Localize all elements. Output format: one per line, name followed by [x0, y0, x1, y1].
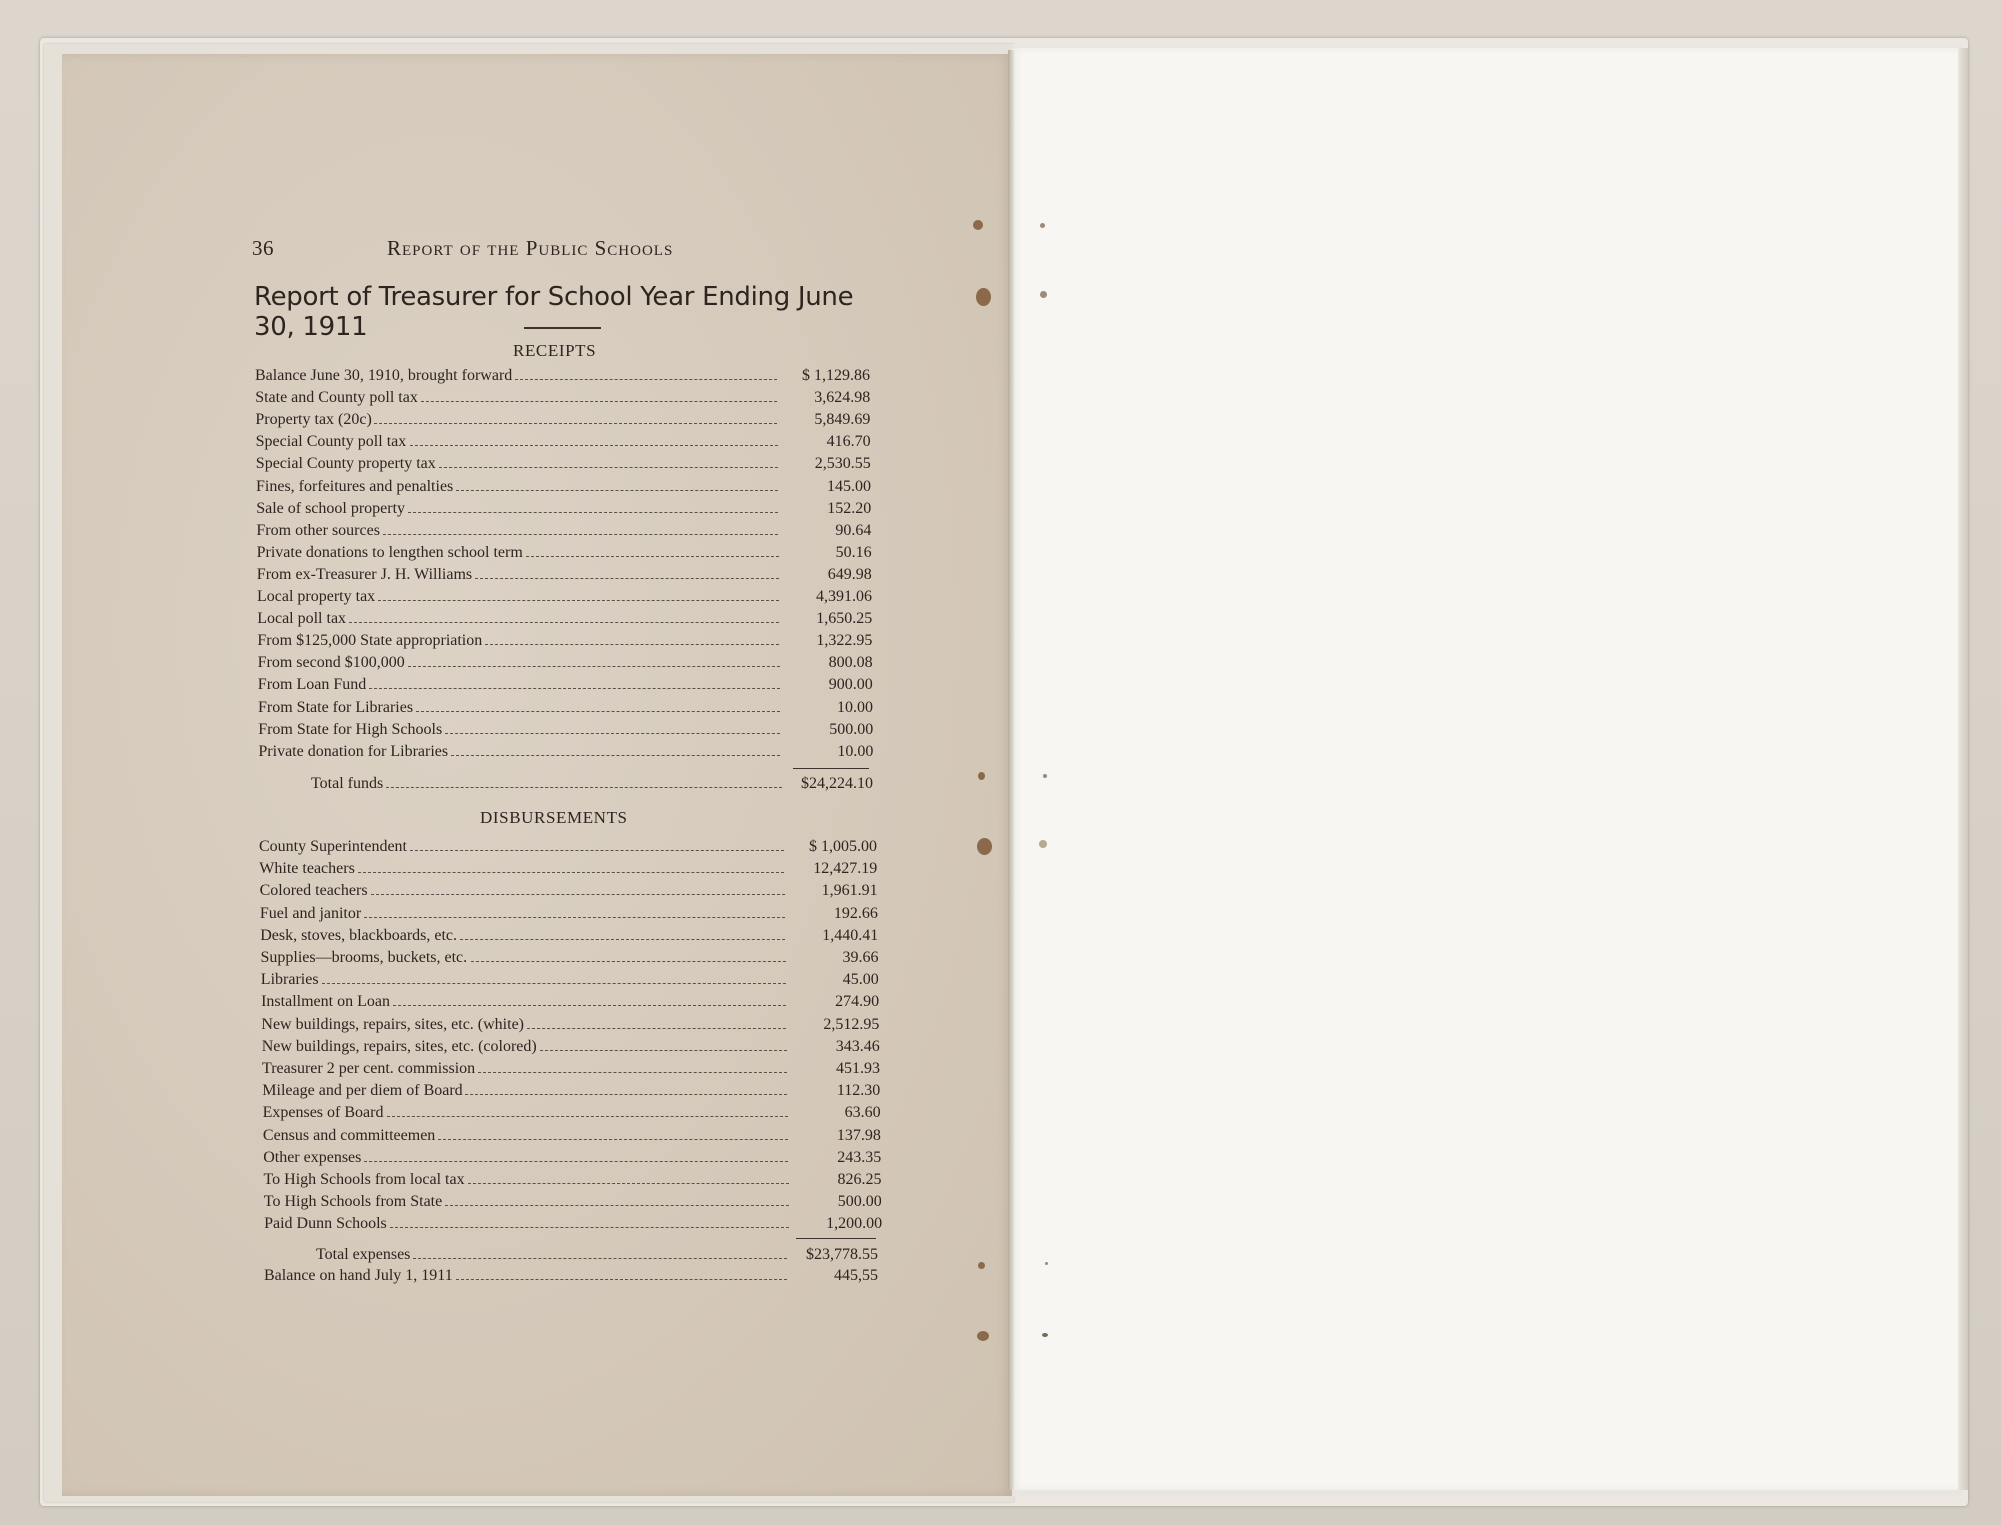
running-head — [252, 236, 902, 266]
binding-hole — [976, 288, 991, 306]
row-label: Balance on hand July 1, 1911 — [264, 1267, 453, 1284]
row-label: Local poll tax — [257, 610, 347, 628]
receipt-row — [257, 632, 872, 654]
binding-mark — [1039, 840, 1047, 848]
binding-hole — [978, 772, 985, 780]
row-value: 12,427.19 — [813, 860, 878, 878]
disbursement-row — [263, 1127, 881, 1149]
receipt-row — [255, 389, 870, 411]
row-value: 1,322.95 — [816, 632, 873, 650]
row-leader — [445, 1205, 789, 1206]
row-leader — [386, 787, 782, 788]
row-value: $24,224.10 — [801, 775, 873, 792]
row-label: To High Schools from local tax — [263, 1171, 465, 1188]
row-leader — [475, 578, 779, 579]
row-value: 2,530.55 — [814, 455, 871, 473]
page-title: Report of Treasurer for School Year Ending June 30, 1911 — [254, 282, 854, 342]
binding-mark — [1045, 1262, 1048, 1265]
binding-mark — [1043, 774, 1047, 778]
receipt-row — [258, 721, 873, 743]
row-leader — [465, 1094, 787, 1095]
row-leader — [438, 1139, 788, 1140]
receipt-row — [256, 433, 871, 455]
row-value: 3,624.98 — [814, 389, 871, 407]
row-label: From second $100,000 — [257, 654, 405, 672]
disbursement-row — [262, 1038, 880, 1060]
receipt-row — [257, 544, 872, 566]
binding-hole — [978, 1262, 985, 1269]
row-value: $ 1,129.86 — [802, 367, 870, 384]
disbursement-row — [260, 927, 878, 949]
row-label: Total expenses — [316, 1246, 411, 1263]
row-value: 500.00 — [837, 1193, 882, 1211]
row-label: Private donation for Libraries — [258, 742, 449, 760]
row-label: Sale of school property — [256, 499, 406, 517]
binding-mark — [1040, 223, 1045, 228]
row-value: $ 1,005.00 — [809, 838, 877, 855]
disbursement-row — [261, 993, 879, 1015]
receipt-row — [258, 743, 873, 765]
receipt-row — [258, 699, 873, 721]
row-value: 192.66 — [833, 904, 878, 922]
disbursements-sum-rule — [796, 1238, 876, 1239]
row-label: Colored teachers — [259, 882, 368, 900]
row-value: 45.00 — [842, 971, 879, 989]
disbursement-row — [259, 838, 877, 860]
row-value: 2,512.95 — [823, 1015, 880, 1033]
row-leader — [322, 983, 786, 984]
row-leader — [410, 850, 784, 851]
row-value: 10.00 — [837, 742, 874, 760]
row-label: State and County poll tax — [255, 389, 418, 407]
disbursement-row — [260, 882, 878, 904]
disbursement-row — [264, 1193, 882, 1215]
row-leader — [358, 872, 784, 873]
row-label: Treasurer 2 per cent. commission — [262, 1060, 476, 1077]
row-value: $23,778.55 — [806, 1246, 878, 1263]
row-value: 445,55 — [834, 1267, 878, 1284]
disbursement-row — [261, 971, 879, 993]
row-value: 243.35 — [837, 1148, 882, 1166]
receipts-sum-rule — [793, 768, 869, 769]
row-value: 5,849.69 — [814, 411, 871, 429]
row-label: Balance June 30, 1910, brought forward — [255, 367, 513, 384]
receipt-row — [255, 367, 870, 389]
row-value: 152.20 — [827, 499, 872, 517]
binding-hole — [977, 838, 992, 855]
row-value: 10.00 — [837, 698, 873, 716]
row-leader — [421, 401, 777, 402]
disbursement-row — [263, 1149, 881, 1171]
row-label: To High Schools from State — [263, 1193, 443, 1211]
row-leader — [456, 490, 778, 491]
receipt-row — [258, 654, 873, 676]
row-value: 90.64 — [835, 521, 872, 539]
receipt-row — [257, 566, 872, 588]
row-leader — [349, 622, 779, 623]
row-leader — [460, 939, 785, 940]
row-value: 1,200.00 — [826, 1215, 883, 1233]
disbursement-row — [261, 1016, 879, 1038]
row-label: From Loan Fund — [257, 676, 367, 694]
row-label: Other expenses — [263, 1148, 362, 1166]
row-leader — [408, 512, 778, 513]
receipts-total-row — [255, 775, 873, 797]
row-value: 137.98 — [836, 1126, 881, 1144]
row-label: From other sources — [256, 521, 380, 539]
row-label: Private donations to lengthen school term — [256, 543, 523, 561]
row-leader — [374, 423, 777, 424]
row-leader — [456, 1279, 787, 1280]
row-label: County Superintendent — [259, 838, 407, 855]
row-value: 1,961.91 — [821, 882, 878, 900]
row-label: Total funds — [311, 775, 384, 792]
receipt-row — [257, 610, 872, 632]
running-head-title: Report of the Public Schools — [387, 236, 674, 260]
row-leader — [439, 467, 778, 468]
row-label: Installment on Loan — [261, 993, 390, 1011]
row-leader — [383, 534, 778, 535]
row-label: Special County property tax — [255, 455, 436, 473]
disbursement-row — [262, 1082, 880, 1104]
disbursement-row — [263, 1104, 881, 1126]
row-leader — [485, 644, 779, 645]
receipt-row — [256, 500, 871, 522]
row-leader — [387, 1116, 788, 1117]
row-leader — [540, 1050, 787, 1051]
row-label: From ex-Treasurer J. H. Williams — [256, 565, 473, 583]
row-label: From $125,000 State appropriation — [257, 632, 483, 650]
row-leader — [378, 600, 779, 601]
balance-row — [264, 1267, 878, 1289]
row-leader — [471, 961, 786, 962]
row-value: 1,650.25 — [816, 610, 873, 628]
row-value: 900.00 — [828, 676, 873, 694]
row-label: White teachers — [259, 860, 355, 878]
row-label: Mileage and per diem of Board — [262, 1082, 463, 1100]
row-label: From State for Libraries — [258, 698, 414, 716]
row-value: 343.46 — [835, 1037, 880, 1055]
row-label: Census and committeemen — [262, 1126, 436, 1144]
row-value: 500.00 — [829, 720, 874, 738]
receipt-row — [256, 522, 871, 544]
title-rule — [524, 327, 601, 329]
right-page-edge — [1958, 48, 1968, 1490]
row-label: Desk, stoves, blackboards, etc. — [260, 926, 458, 944]
row-leader — [393, 1005, 786, 1006]
receipt-row — [255, 411, 870, 433]
row-leader — [526, 556, 779, 557]
row-value: 649.98 — [827, 565, 872, 583]
row-value: 416.70 — [826, 433, 871, 451]
row-leader — [416, 711, 780, 712]
row-value: 63.60 — [844, 1104, 881, 1122]
row-label: From State for High Schools — [258, 720, 443, 738]
row-label: Local property tax — [257, 588, 376, 605]
row-leader — [408, 666, 780, 667]
row-value: 451.93 — [836, 1060, 880, 1077]
row-value: 274.90 — [835, 993, 880, 1011]
disbursements-total-row — [262, 1246, 878, 1268]
row-label: Property tax (20c) — [255, 411, 372, 429]
blank-right-page — [1012, 48, 1960, 1490]
row-label: Fines, forfeitures and penalties — [256, 477, 454, 495]
binding-mark — [1040, 291, 1047, 298]
receipt-row — [256, 455, 871, 477]
row-label: Fuel and janitor — [259, 904, 362, 922]
row-leader — [369, 688, 780, 689]
row-value: 145.00 — [827, 477, 871, 495]
row-leader — [390, 1227, 789, 1228]
row-value: 4,391.06 — [816, 588, 872, 605]
receipts-heading: RECEIPTS — [513, 341, 597, 360]
row-value: 112.30 — [836, 1082, 881, 1100]
row-leader — [445, 733, 780, 734]
row-label: Supplies—brooms, buckets, etc. — [260, 949, 468, 966]
receipt-row — [258, 676, 873, 698]
row-value: 1,440.41 — [822, 926, 879, 944]
row-label: Paid Dunn Schools — [264, 1215, 387, 1233]
page-number: 36 — [252, 236, 274, 260]
disbursement-row — [259, 860, 877, 882]
book-gutter — [1008, 50, 1014, 1490]
row-leader — [515, 379, 777, 380]
disbursements-heading: DISBURSEMENTS — [480, 808, 628, 827]
row-label: New buildings, repairs, sites, etc. (colored) — [261, 1037, 537, 1055]
disbursement-row — [262, 1060, 880, 1082]
row-label: New buildings, repairs, sites, etc. (white) — [261, 1015, 524, 1033]
row-leader — [364, 1161, 788, 1162]
disbursement-row — [260, 905, 878, 927]
binding-hole — [973, 220, 983, 230]
binding-hole — [977, 1331, 989, 1341]
row-leader — [371, 894, 785, 895]
row-leader — [364, 917, 785, 918]
row-leader — [413, 1258, 787, 1259]
receipt-row — [256, 478, 871, 500]
row-label: Special County poll tax — [255, 433, 407, 451]
row-leader — [527, 1028, 786, 1029]
row-leader — [468, 1183, 789, 1184]
disbursement-row — [264, 1171, 882, 1193]
row-value: 826.25 — [837, 1171, 882, 1188]
receipt-row — [257, 588, 872, 610]
row-label: Expenses of Board — [262, 1104, 384, 1122]
row-leader — [451, 755, 780, 756]
row-value: 800.08 — [828, 654, 873, 672]
row-value: 50.16 — [835, 543, 872, 561]
row-leader — [410, 445, 778, 446]
row-label: Libraries — [260, 971, 319, 989]
binding-mark — [1042, 1333, 1048, 1337]
disbursement-row — [261, 949, 879, 971]
row-value: 39.66 — [842, 949, 879, 966]
row-leader — [478, 1072, 787, 1073]
disbursement-row — [264, 1215, 882, 1237]
